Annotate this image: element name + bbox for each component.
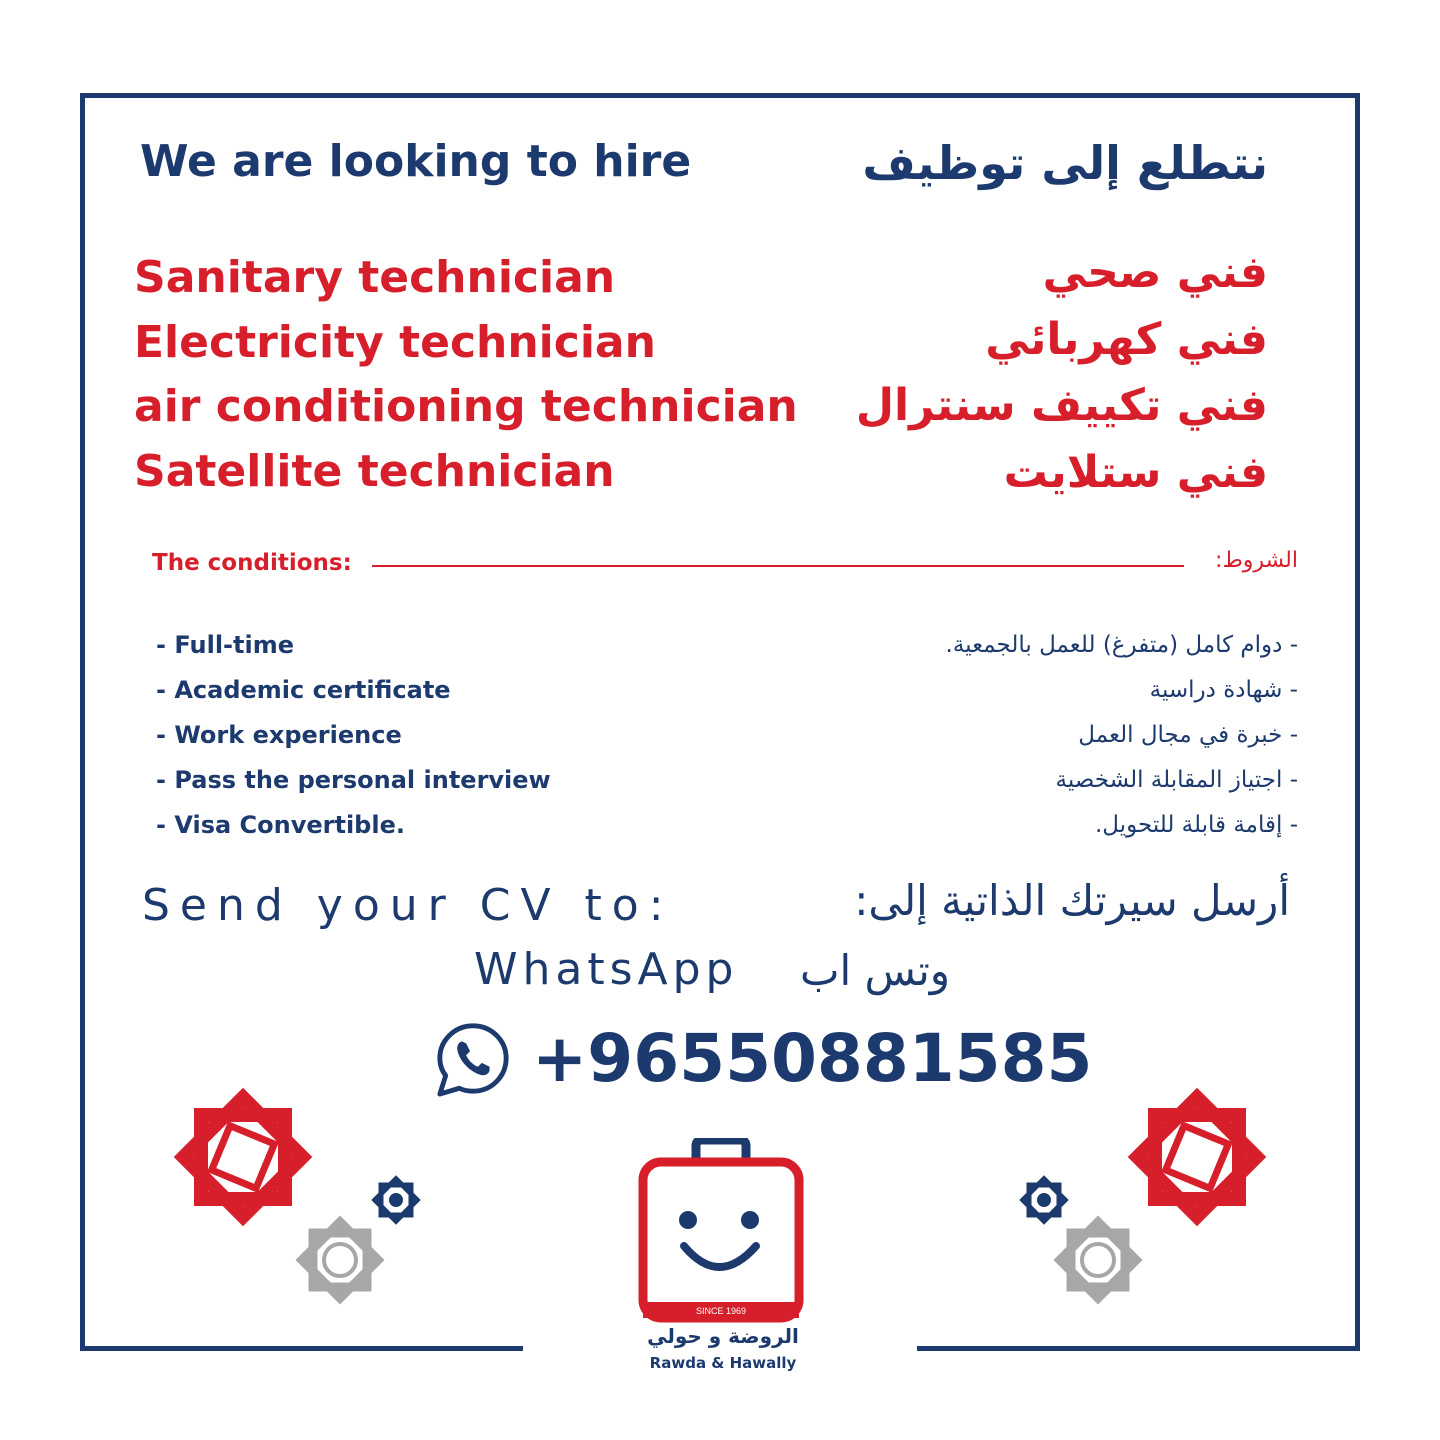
job-title: air conditioning technician [134, 381, 798, 432]
send-cv-english: Send your CV to: [142, 880, 674, 931]
conditions-list-arabic [946, 623, 1298, 848]
job-title: Electricity technician [134, 316, 656, 368]
condition-item: - Academic certificate [156, 676, 451, 704]
whatsapp-label-english: WhatsApp [474, 944, 739, 995]
ornament-red-right-icon [1122, 1084, 1272, 1230]
conditions-title-english: The conditions: [152, 550, 352, 576]
ornament-red-left-icon [168, 1084, 318, 1230]
logo-since-text: SINCE 1969 [695, 1306, 747, 1316]
job-title: Sanitary technician [134, 252, 616, 303]
conditions-title-arabic: الشروط: [1215, 548, 1298, 573]
condition-item: - Full-time [156, 631, 294, 659]
ornament-gray-right-icon [1050, 1212, 1146, 1308]
send-cv-arabic: أرسل سيرتك الذاتية إلى: [854, 876, 1290, 925]
job-title: فني صحي [1042, 247, 1268, 298]
condition-item: - اجتياز المقابلة الشخصية [1055, 767, 1298, 793]
logo-name-arabic: الروضة و حولي [647, 1324, 799, 1348]
condition-item: - Pass the personal interview [156, 766, 551, 794]
job-list-english [134, 246, 798, 504]
condition-item: - دوام كامل (متفرغ) للعمل بالجمعية. [945, 632, 1298, 658]
frame-left [80, 93, 85, 1351]
condition-item: - شهادة دراسية [1149, 677, 1298, 703]
heading-english: We are looking to hire [140, 136, 692, 187]
frame-bottom-right [917, 1346, 1360, 1351]
frame-right [1355, 93, 1360, 1351]
job-title: فني كهربائي [985, 313, 1268, 365]
phone-number: +96550881585 [532, 1020, 1093, 1097]
job-title: فني تكييف سنترال [855, 380, 1268, 431]
whatsapp-label-arabic: وتس اب [800, 946, 951, 995]
heading-arabic: نتطلع إلى توظيف [862, 136, 1268, 190]
frame-bottom-left [80, 1346, 523, 1351]
condition-item: - إقامة قابلة للتحويل. [1094, 812, 1298, 838]
job-title: Satellite technician [134, 445, 615, 497]
condition-item: - خبرة في مجال العمل [1078, 722, 1298, 748]
job-title: فني ستلايت [1003, 446, 1268, 498]
logo-name-english: Rawda & Hawally [649, 1354, 797, 1372]
whatsapp-icon [434, 1020, 512, 1098]
conditions-divider [372, 565, 1184, 567]
condition-item: - Work experience [156, 721, 402, 749]
smiling-bag-logo-icon [638, 1138, 804, 1324]
condition-item: - Visa Convertible. [156, 811, 405, 839]
ornament-gray-left-icon [292, 1212, 388, 1308]
frame-top [80, 93, 1360, 98]
conditions-list-english [156, 623, 551, 848]
job-list-arabic [856, 240, 1268, 506]
